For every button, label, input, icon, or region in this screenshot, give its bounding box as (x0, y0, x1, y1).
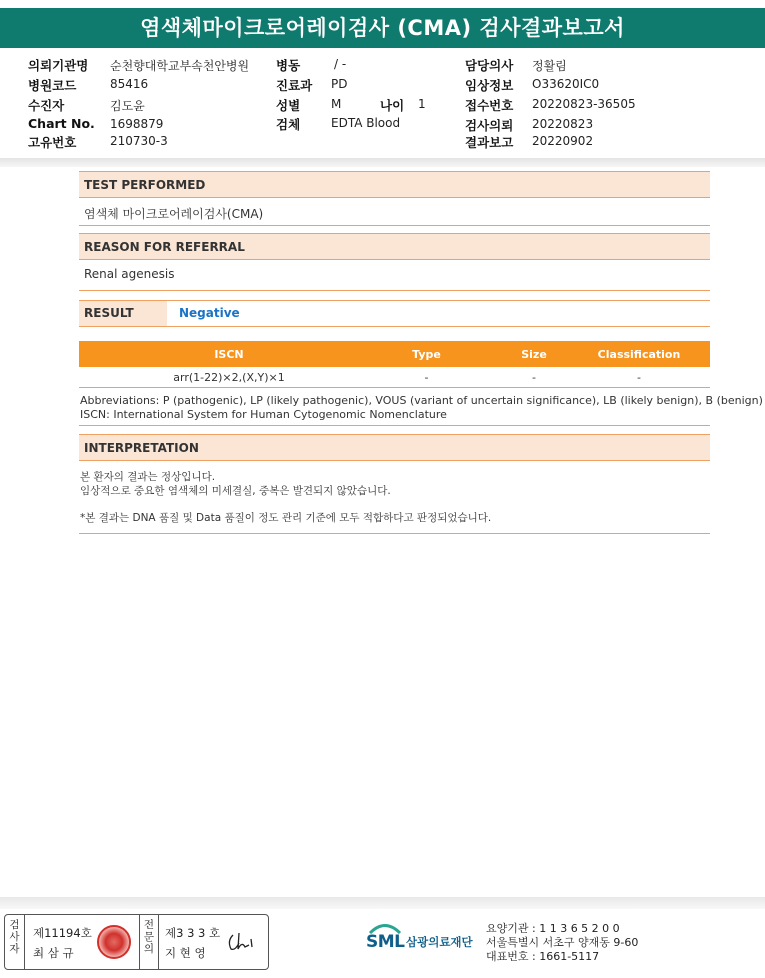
cell-classification: - (637, 371, 641, 384)
column-header-size: Size (521, 348, 547, 361)
abbreviations (80, 394, 763, 422)
info-value: / - (334, 57, 347, 71)
sml-logo (366, 922, 486, 964)
info-label: 진료과 (276, 78, 313, 93)
interpretation-note: *본 결과는 DNA 품질 및 Data 품질이 정도 관리 기준에 모두 적합하다고 판정되었습니다. (80, 512, 492, 524)
logo-mark: SML (366, 932, 405, 952)
reason-text: Renal agenesis (84, 267, 175, 281)
cell-type: - (424, 371, 429, 384)
info-value: 20220902 (532, 134, 594, 148)
section-rule (79, 225, 710, 226)
institution-info (486, 922, 638, 964)
info-value: 20220823-36505 (532, 97, 636, 111)
doctor-signature (225, 929, 261, 953)
header-divider (0, 158, 765, 167)
iscn-definition: ISCN: International System for Human Cytogenomic Nomenclature (80, 408, 447, 421)
result-label: RESULT (79, 301, 167, 326)
result-value: Negative (179, 306, 240, 320)
info-value: 20220823 (532, 117, 594, 131)
info-label: 담당의사 (465, 58, 514, 73)
interpretation-line: 본 환자의 결과는 정상입니다. (80, 471, 216, 483)
info-value: 1698879 (110, 117, 164, 131)
patient-info (0, 54, 765, 154)
doctor-label: 전 문 의 (139, 915, 159, 969)
institution-address: 서울특별시 서초구 양재동 9-60 (486, 936, 639, 949)
info-value: M (331, 97, 342, 111)
report-title: 염색체마이크로어레이검사 (CMA) 검사결과보고서 (0, 8, 765, 48)
result-table-header (79, 341, 710, 367)
doctor-license: 제3 3 3 호 (165, 926, 221, 940)
info-label: 병원코드 (28, 78, 77, 93)
cell-size: - (532, 371, 536, 384)
info-label: 접수번호 (465, 98, 514, 113)
section-rule (79, 533, 710, 534)
info-label: 성별 (276, 98, 301, 113)
abbreviations-line: Abbreviations: P (pathogenic), LP (likely pathogenic), VOUS (variant of uncertain significance), LB (likely benign), B (benign) (80, 394, 763, 407)
info-value: 1 (418, 97, 426, 111)
institution-code: 요양기관 : 1 1 3 6 5 2 0 0 (486, 922, 620, 935)
info-label: 수진자 (28, 98, 65, 113)
examiner-seal (97, 925, 131, 959)
column-header-iscn: ISCN (214, 348, 244, 361)
info-label: 검체 (276, 117, 301, 132)
section-rule (79, 425, 710, 426)
info-value: 김도윤 (110, 99, 145, 113)
info-value: 85416 (110, 77, 149, 91)
info-label: 검사의뢰 (465, 118, 514, 133)
examiner-license: 제11194호 (33, 926, 92, 940)
info-label: 병동 (276, 58, 301, 73)
info-value: O33620IC0 (532, 77, 600, 91)
info-value: 순천향대학교부속천안병원 (110, 59, 250, 73)
doctor-name: 지 현 영 (165, 946, 206, 960)
cell-iscn: arr(1-22)×2,(X,Y)×1 (173, 371, 285, 384)
info-value: EDTA Blood (331, 116, 401, 130)
section-rule (79, 290, 710, 291)
examiner-name: 최 삼 규 (33, 946, 74, 960)
institution-phone: 대표번호 : 1661-5117 (486, 950, 600, 963)
info-label: 임상정보 (465, 78, 514, 93)
info-label: 나이 (380, 98, 405, 113)
test-performed-heading: TEST PERFORMED (79, 171, 710, 198)
info-value: PD (331, 77, 348, 91)
column-header-classification: Classification (597, 348, 681, 361)
info-label: 결과보고 (465, 135, 514, 150)
info-label: 의뢰기관명 (28, 58, 89, 73)
footer-divider (0, 897, 765, 909)
test-performed-text: 염색체 마이크로어레이검사(CMA) (84, 207, 264, 221)
info-value: 정활림 (532, 59, 567, 73)
info-label: Chart No. (28, 116, 95, 131)
column-header-type: Type (412, 348, 441, 361)
examiner-label: 검 사 자 (5, 915, 25, 969)
interpretation-heading: INTERPRETATION (79, 434, 710, 461)
table-row (79, 367, 710, 388)
info-value: 210730-3 (110, 134, 168, 148)
signature-box (4, 914, 269, 970)
reason-heading: REASON FOR REFERRAL (79, 233, 710, 260)
interpretation-line: 임상적으로 중요한 염색체의 미세결실, 중복은 발견되지 않았습니다. (80, 485, 391, 497)
info-label: 고유번호 (28, 135, 77, 150)
logo-name: 삼광의료재단 (406, 935, 473, 949)
result-row (79, 300, 710, 327)
